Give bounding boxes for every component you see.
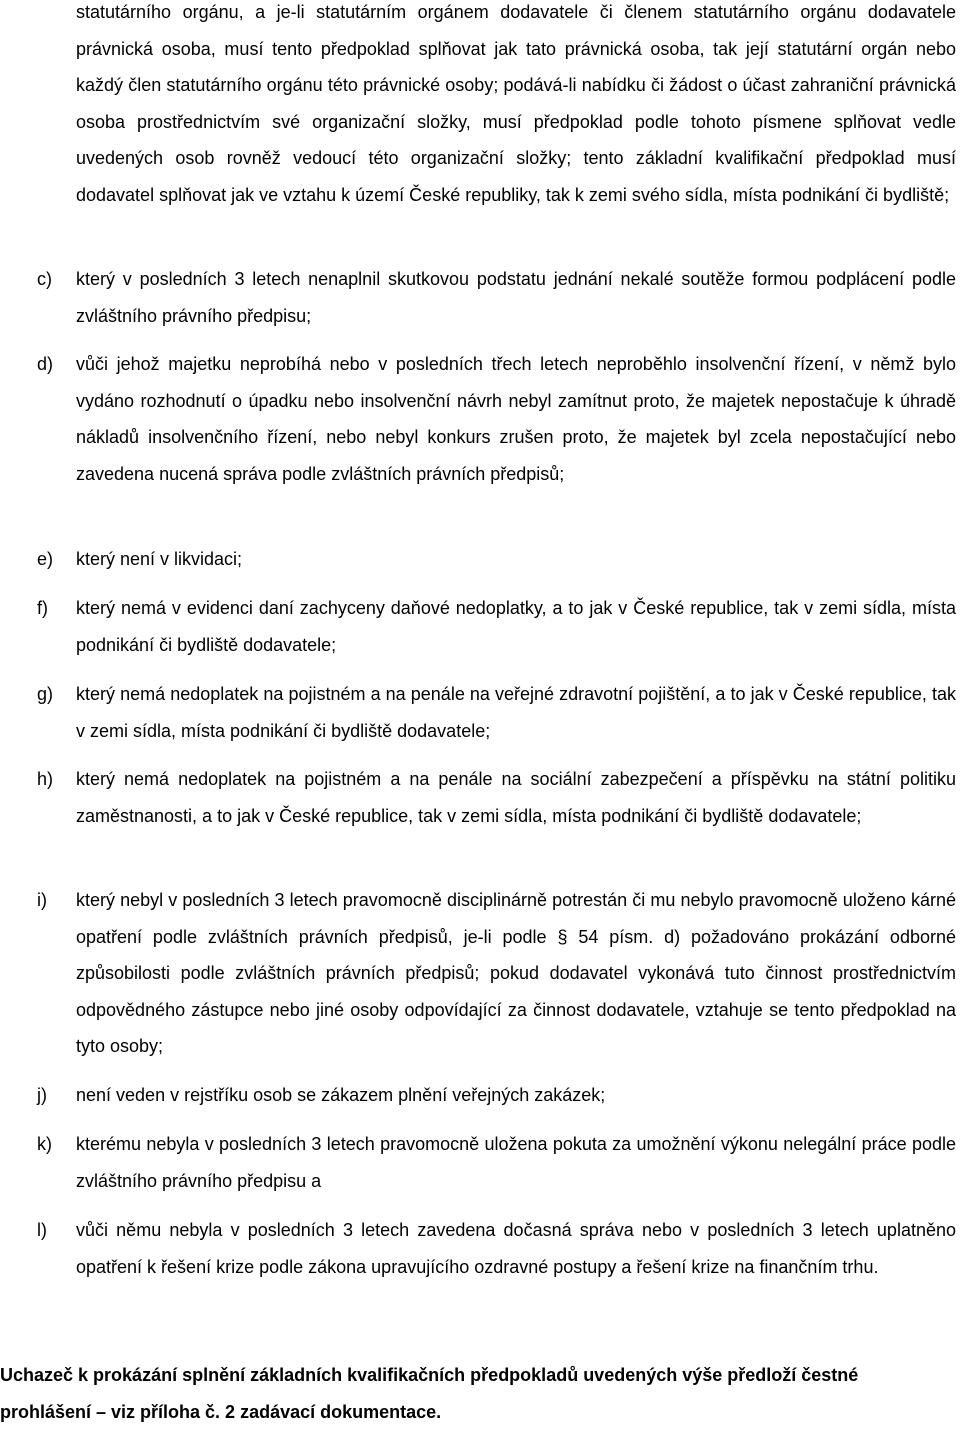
list-marker: f)	[37, 598, 48, 618]
intro-text: statutárního orgánu, a je-li statutárním orgánem dodavatele či členem statutárního orgánu dodavatele právnická osoba, musí tento předpoklad splňovat jak tato právnická osoba, tak její statutární orgán nebo každý člen statutárního orgánu této právnické osoby; podává-li nabídku či žádost o účast zahraniční právnická osoba prostřednictvím své organizační složky, musí předpoklad podle tohoto písmene splňovat vedle uvedených osob rovněž vedoucí této organizační složky; tento základní kvalifikační předpoklad musí dodavatel splňovat jak ve vztahu k území České republiky, tak k zemi svého sídla, místa podnikání či bydliště;	[76, 2, 956, 205]
list-marker: k)	[37, 1134, 52, 1154]
list-item-text: který nebyl v posledních 3 letech pravomocně disciplinárně potrestán či mu nebylo pravomocně uloženo kárné opatření podle zvláštních právních předpisů, je-li podle § 54 písm. d) požadováno prokázání odborné způsobilosti podle zvláštních právních předpisů; pokud dodavatel vykonává tuto činnost prostřednictvím odpovědného zástupce nebo jiné osoby odpovídající za činnost dodavatele, vztahuje se tento předpoklad na tyto osoby;	[76, 890, 956, 1057]
list-marker: j)	[37, 1085, 47, 1105]
list-marker: c)	[37, 269, 52, 289]
list-item-text: který nemá v evidenci daní zachyceny daňové nedoplatky, a to jak v České republice, tak v zemi sídla, místa podnikání či bydliště dodavatele;	[76, 598, 956, 655]
list-marker: h)	[37, 769, 54, 789]
list-marker: i)	[37, 890, 47, 910]
list-item-text: kterému nebyla v posledních 3 letech pravomocně uložena pokuta za umožnění výkonu nelegální práce podle zvláštního právního předpisu a	[76, 1134, 956, 1191]
list-item-text: který nemá nedoplatek na pojistném a na penále na sociální zabezpečení a příspěvku na státní politiku zaměstnanosti, a to jak v České republice, tak v zemi sídla, místa podnikání či bydliště dodavatele;	[76, 769, 956, 826]
footer-note: Uchazeč k prokázání splnění základních kvalifikačních předpokladů uvedených výše předloží čestné prohlášení – viz příloha č. 2 zadávací dokumentace.	[0, 1365, 859, 1422]
list-marker: g)	[37, 684, 54, 704]
list-marker: d)	[37, 354, 54, 374]
list-item-text: není veden v rejstříku osob se zákazem plnění veřejných zakázek;	[76, 1085, 606, 1105]
list-item-text: vůči němu nebyla v posledních 3 letech zavedena dočasná správa nebo v posledních 3 letech uplatněno opatření k řešení krize podle zákona upravujícího ozdravné postupy a řešení krize na finančním trhu.	[76, 1220, 956, 1277]
list-marker: e)	[37, 549, 54, 569]
list-item-text: který nemá nedoplatek na pojistném a na penále na veřejné zdravotní pojištění, a to jak v České republice, tak v zemi sídla, místa podnikání či bydliště dodavatele;	[76, 684, 956, 741]
list-item-text: vůči jehož majetku neprobíhá nebo v posledních třech letech neproběhlo insolvenční řízení, v němž bylo vydáno rozhodnutí o úpadku nebo insolvenční návrh nebyl zamítnut proto, že majetek nepostačuje k úhradě nákladů insolvenčního řízení, nebo nebyl konkurs zrušen proto, že majetek byl zcela nepostačující nebo zavedena nucená správa podle zvláštních právních předpisů;	[76, 354, 956, 484]
list-item-text: který v posledních 3 letech nenaplnil skutkovou podstatu jednání nekalé soutěže formou podplácení podle zvláštního právního předpisu;	[76, 269, 956, 326]
list-item-text: který není v likvidaci;	[76, 549, 243, 569]
list-marker: l)	[37, 1220, 47, 1240]
